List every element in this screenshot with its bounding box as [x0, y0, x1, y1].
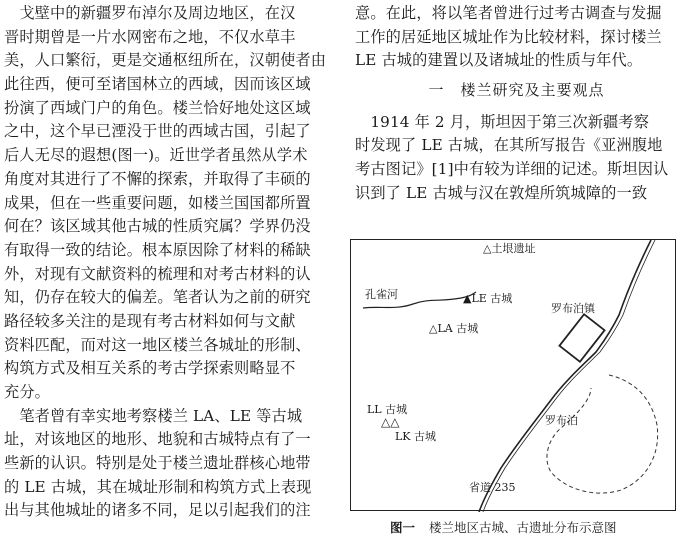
left-line: 何在？该区域其他古城的性质究属？学界仍没	[4, 217, 311, 236]
la-city-label: △LA 古城	[429, 322, 479, 335]
right-line: 识到了 LE 古城与汉在敦煌所筑城障的一致	[355, 183, 648, 202]
left-line: 角度对其进行了不懈的探索，并取得了丰硕的	[4, 169, 311, 188]
right-line: 1914 年 2 月，斯坦因于第三次新疆考察	[355, 112, 650, 131]
left-line: 扮演了西域门户的角色。楼兰恰好地处这区域	[4, 98, 311, 117]
map-figure	[350, 239, 676, 511]
left-line: 知，仍存在较大的偏差。笔者认为之前的研究	[4, 288, 311, 307]
le-city-label: ▲LE 古城	[463, 292, 513, 305]
left-line: 构筑方式及相互关系的考古学探索则略显不	[4, 359, 296, 378]
left-line: 美，人口繁衍，更是交通枢纽所在，汉朝使者由	[4, 51, 327, 70]
left-line: 之中，这个早已湮没于世的西域古国，引起了	[4, 122, 311, 141]
right-line: 工作的居延地区城址作为比较材料，探讨楼兰	[355, 27, 662, 46]
left-line: 晋时期曾是一片水网密布之地，不仅水草丰	[4, 27, 296, 46]
left-text-column	[4, 2, 328, 523]
left-line: 址，对该地区的地形、地貌和古城特点有了一	[4, 430, 311, 449]
left-line: 些新的认识。特别是处于楼兰遗址群核心地带	[4, 454, 311, 473]
left-line: 有取得一致的结论。根本原因除了材料的稀缺	[4, 240, 311, 259]
left-line: 后人无尽的遐想(图一)。近世学者虽然从学术	[4, 146, 308, 165]
figure-caption-text: 楼兰地区古城、古遗址分布示意图	[429, 520, 617, 535]
left-line: 笔者曾有幸实地考察楼兰 LA、LE 等古城	[4, 406, 303, 425]
luobupo-boundary	[547, 375, 658, 493]
left-line: 出与其他城址的诸多不同，足以引起我们的注	[4, 501, 311, 520]
road-label: 省道 235	[469, 481, 516, 494]
right-line: LE 古城的建置以及诸城址的性质与年代。	[355, 51, 643, 70]
left-line: 戈壁中的新疆罗布淖尔及周边地区，在汉	[4, 4, 296, 22]
lk-city-label: LK 古城	[395, 430, 437, 443]
left-line: 充分。	[4, 383, 51, 401]
right-text-column	[355, 2, 678, 206]
left-line: 成果，但在一些重要问题，如楼兰国国都所置	[4, 193, 311, 212]
right-line: 意。在此，将以笔者曾进行过考古调查与发掘	[355, 4, 662, 22]
section-heading: 一 楼兰研究及主要观点	[428, 81, 605, 100]
luobupo-label: 罗布泊	[545, 414, 578, 427]
figure-caption	[390, 518, 617, 536]
map-drawing	[351, 240, 677, 512]
right-line: 考古图记》[1]中有较为详细的记述。斯坦因认	[355, 160, 669, 179]
left-line: 的 LE 古城，其在城址形制和构筑方式上表现	[4, 477, 312, 496]
left-line: 资料匹配，而对这一地区楼兰各城址的形制、	[4, 335, 311, 354]
luobuzhen-label: 罗布泊镇	[551, 302, 595, 315]
ll-city-label: LL 古城	[367, 403, 408, 416]
left-line: 外，对现有文献资料的梳理和对考古材料的认	[4, 264, 311, 283]
river-line	[479, 240, 651, 512]
kongque-river-label: 孔雀河	[365, 288, 398, 301]
tuyin-label: △土垠遗址	[483, 242, 536, 255]
left-line: 此往西，便可至诸国林立的西域，因而该区域	[4, 75, 311, 94]
ll-lk-markers-icon: △△	[381, 415, 400, 429]
figure-number: 图一	[390, 520, 416, 535]
left-line: 路径较多关注的是现有考古材料如何与文献	[4, 311, 296, 330]
right-line: 时发现了 LE 古城，在其所写报告《亚洲腹地	[355, 136, 663, 155]
